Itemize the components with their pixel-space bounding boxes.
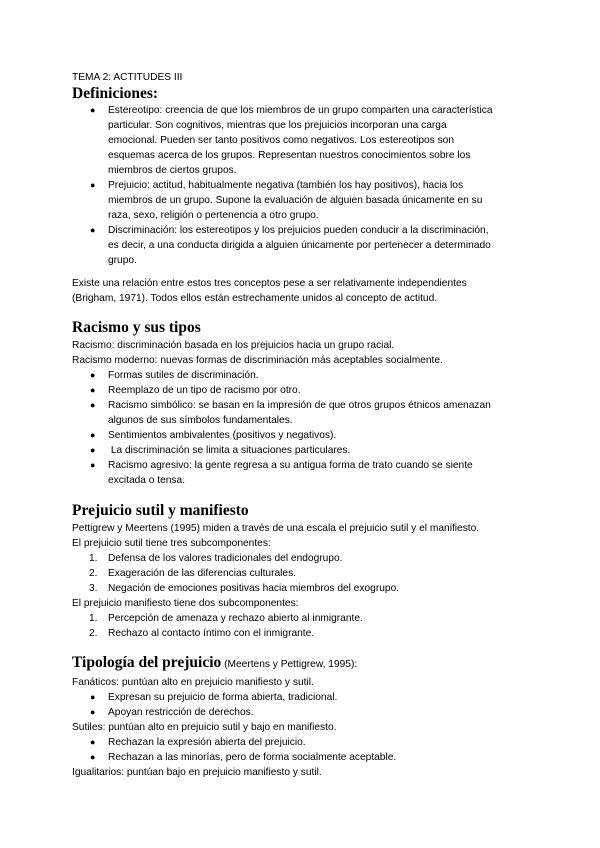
- tipologia-citation: (Meertens y Pettigrew, 1995):: [221, 659, 358, 670]
- list-item: ● Sentimientos ambivalentes (positivos y negativos).: [90, 430, 337, 441]
- list-item: ● Discriminación: los estereotipos y los prejuicios pueden conducir a la discriminación, es decir, a una conducta dirigida a alguien únicamente por pertenecer a determinado grupo.: [90, 225, 491, 266]
- bullet-icon: ●: [90, 737, 96, 747]
- prejuicio-sutil-intro: El prejuicio sutil tiene tres subcomponentes:: [72, 538, 271, 549]
- bullet-icon: ●: [90, 180, 96, 190]
- list-item: ● Racismo agresivo: la gente regresa a su antigua forma de trato cuando se siente excitada o tensa.: [90, 460, 473, 486]
- list-item: ● La discriminación se limita a situaciones particulares.: [90, 445, 351, 456]
- racismo-heading: Racismo y sus tipos: [72, 319, 201, 336]
- list-item: 3. Negación de emociones positivas hacia miembros del exogrupo.: [89, 583, 400, 594]
- bullet-icon: ●: [90, 385, 96, 395]
- list-item: ● Reemplazo de un tipo de racismo por otro.: [90, 385, 301, 396]
- definiciones-paragraph: Existe una relación entre estos tres conceptos pese a ser relativamente independientes (Brigham, 1971). Todos ellos están estrechamente unidos al concepto de actitud.: [72, 278, 467, 304]
- prejuicio-manifiesto-list: [72, 611, 542, 641]
- document-title: TEMA 2: ACTITUDES III: [72, 72, 183, 83]
- list-item: ● Apoyan restricción de derechos.: [90, 707, 254, 718]
- bullet-icon: ●: [90, 460, 96, 470]
- fanaticos-line: Fanáticos: puntúan alto en prejuicio manifiesto y sutil.: [72, 677, 314, 688]
- list-item: 2. Exageración de las diferencias culturales.: [89, 568, 297, 579]
- list-item: ● Prejuicio: actitud, habitualmente negativa (también los hay positivos), hacia los miembros de un grupo. Supone la evaluación de alguien basada únicamente en su raza, sexo, religión o pertenencia a otro grupo.: [90, 180, 483, 221]
- list-item: 2. Rechazo al contacto íntimo con el inmigrante.: [89, 628, 315, 639]
- document-page: [72, 70, 542, 780]
- bullet-icon: ●: [90, 445, 96, 455]
- racismo-moderno-definition: Racismo moderno: nuevas formas de discriminación más aceptables socialmente.: [72, 355, 443, 366]
- list-item: ● Rechazan a las minorías, pero de forma socialmente aceptable.: [90, 752, 397, 763]
- sutiles-line: Sutiles: puntúan alto en prejuicio sutil y bajo en manifiesto.: [72, 722, 337, 733]
- fanaticos-list: [72, 690, 542, 720]
- list-item: 1. Percepción de amenaza y rechazo abierto al inmigrante.: [89, 613, 363, 624]
- definiciones-list: [72, 103, 542, 268]
- list-item: ● Formas sutiles de discriminación.: [90, 370, 259, 381]
- definiciones-heading: Definiciones:: [72, 85, 159, 102]
- list-item: ● Rechazan la expresión abierta del prejuicio.: [90, 737, 306, 748]
- bullet-icon: ●: [90, 752, 96, 762]
- list-item: ● Racismo simbólico: se basan en la impresión de que otros grupos étnicos amenazan algunos de sus símbolos fundamentales.: [90, 400, 491, 426]
- prejuicio-manifiesto-intro: El prejuicio manifiesto tiene dos subcomponentes:: [72, 598, 299, 609]
- sutiles-list: [72, 735, 542, 765]
- racismo-definition: Racismo: discriminación basada en los prejuicios hacia un grupo racial.: [72, 340, 395, 351]
- igualitarios-line: Igualitarios: puntúan bajo en prejuicio manifiesto y sutil.: [72, 767, 322, 778]
- bullet-icon: ●: [90, 707, 96, 717]
- prejuicio-heading: Prejuicio sutil y manifiesto: [72, 502, 249, 519]
- list-item: ● Expresan su prejuicio de forma abierta, tradicional.: [90, 692, 338, 703]
- racismo-list: [72, 368, 542, 488]
- bullet-icon: ●: [90, 370, 96, 380]
- prejuicio-intro: Pettigrew y Meertens (1995) miden a través de una escala el prejuicio sutil y el manifiesto.: [72, 523, 480, 534]
- bullet-icon: ●: [90, 105, 96, 115]
- list-item: 1. Defensa de los valores tradicionales del endogrupo.: [89, 553, 343, 564]
- prejuicio-sutil-list: [72, 551, 542, 596]
- bullet-icon: ●: [90, 692, 96, 702]
- bullet-icon: ●: [90, 430, 96, 440]
- tipologia-heading: Tipología del prejuicio (Meertens y Pettigrew, 1995):: [72, 654, 358, 671]
- list-item: ● Estereotipo: creencia de que los miembros de un grupo comparten una característica particular. Son cognitivos, mientras que los prejuicios incorporan una carga emocional. Pueden ser tanto positivos como negativos. Los estereotipos son esquemas acerca de los grupos. Representan nuestros conocimientos sobre los miembros de ciertos grupos.: [90, 105, 493, 176]
- bullet-icon: ●: [90, 400, 96, 410]
- bullet-icon: ●: [90, 225, 96, 235]
